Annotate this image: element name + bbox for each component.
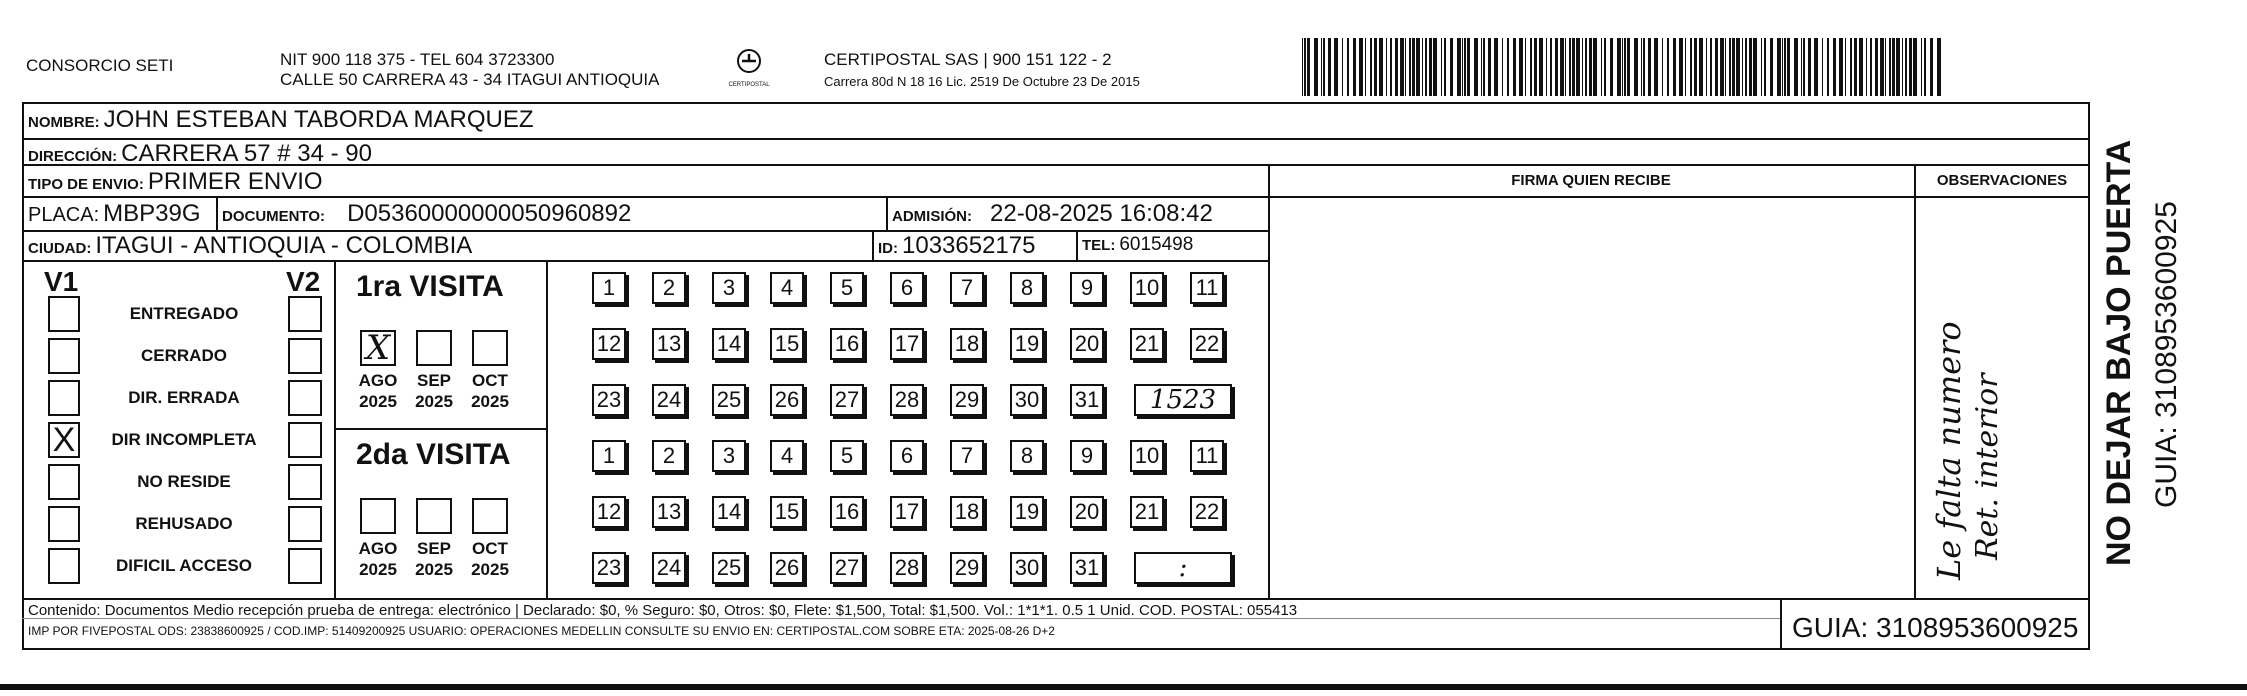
barcode-bar — [1534, 38, 1537, 96]
barcode-bar — [1622, 38, 1623, 96]
day-box[interactable]: 18 — [950, 496, 984, 528]
barcode-bar — [1749, 38, 1752, 96]
barcode-bar — [1794, 38, 1798, 96]
barcode-bar — [1539, 38, 1543, 96]
barcode-bar — [1720, 38, 1724, 96]
v2-checkbox[interactable] — [288, 506, 322, 542]
barcode-bar — [1342, 38, 1343, 96]
barcode-bar — [1732, 38, 1735, 96]
barcode-bar — [1488, 38, 1491, 96]
v1-checkbox[interactable] — [48, 380, 80, 416]
barcode-bar — [1569, 38, 1571, 96]
barcode-bar — [1909, 38, 1912, 96]
barcode-bar — [1560, 38, 1564, 96]
day-box[interactable]: 22 — [1190, 328, 1224, 360]
v2-checkbox[interactable] — [288, 296, 322, 332]
barcode-bar — [1441, 38, 1442, 96]
barcode-bar — [1725, 38, 1726, 96]
day-box[interactable]: 8 — [1010, 440, 1044, 472]
barcode-bar — [1803, 38, 1805, 96]
day-box[interactable]: 1 — [592, 272, 626, 304]
day-box[interactable]: 6 — [890, 272, 924, 304]
v1-checkbox[interactable] — [48, 464, 80, 500]
day-box[interactable]: 7 — [950, 272, 984, 304]
barcode-bar — [1839, 38, 1843, 96]
id-value: 1033652175 — [902, 232, 1036, 259]
barcode-bar — [1784, 38, 1786, 96]
barcode-bar — [1662, 38, 1663, 96]
barcode-bar — [1889, 38, 1891, 96]
day-box[interactable]: 20 — [1070, 496, 1104, 528]
barcode-bar — [1736, 38, 1740, 96]
observacion-line-2: Ret. interior — [1970, 373, 2005, 560]
barcode-bar — [1761, 38, 1762, 96]
ciudad-value: ITAGUI - ANTIOQUIA - COLOMBIA — [95, 232, 473, 259]
visit-title: 1ra VISITA — [356, 270, 504, 303]
day-box[interactable]: 9 — [1070, 272, 1104, 304]
barcode-bar — [1374, 38, 1377, 96]
barcode-bar — [1694, 38, 1697, 96]
footer-guia: GUIA: 3108953600925 — [1792, 612, 2079, 643]
barcode-bar — [1921, 38, 1922, 96]
nombre-field: NOMBRE: JOHN ESTEBAN TABORDA MARQUEZ — [28, 106, 534, 133]
barcode-bar — [1742, 38, 1743, 96]
barcode-bar — [1433, 38, 1437, 96]
barcode-bar — [1833, 38, 1836, 96]
barcode-bar — [1673, 38, 1676, 96]
barcode-bar — [1359, 38, 1363, 96]
barcode-bar — [1610, 38, 1613, 96]
placa-field: PLACA: MBP39G — [28, 200, 201, 227]
day-box[interactable]: 23 — [592, 384, 626, 416]
barcode-bar — [1302, 38, 1303, 96]
barcode-bar — [1425, 38, 1427, 96]
day-box[interactable]: 25 — [712, 384, 746, 416]
day-box[interactable]: 20 — [1070, 328, 1104, 360]
day-box[interactable]: 19 — [1010, 496, 1044, 528]
barcode-bar — [1706, 38, 1707, 96]
day-box[interactable]: 19 — [1010, 328, 1044, 360]
barcode-bar — [1429, 38, 1432, 96]
barcode-bar — [1582, 38, 1583, 96]
day-box[interactable]: 27 — [830, 552, 864, 584]
barcode-bar — [1854, 38, 1857, 96]
day-box[interactable]: 26 — [770, 552, 804, 584]
barcode — [1302, 38, 1942, 96]
barcode-bar — [1323, 38, 1325, 96]
barcode-bar — [1634, 38, 1638, 96]
month-checkbox[interactable]: X — [360, 330, 396, 366]
barcode-bar — [1870, 38, 1872, 96]
day-box[interactable]: 8 — [1010, 272, 1044, 304]
status-label: DIR. ERRADA — [128, 388, 240, 407]
barcode-bar — [1400, 38, 1404, 96]
direccion-value: CARRERA 57 # 34 - 90 — [121, 140, 372, 167]
barcode-bar — [1782, 38, 1783, 96]
barcode-bar — [1565, 38, 1566, 96]
day-box[interactable]: 21 — [1130, 496, 1164, 528]
svg-text:CERTIPOSTAL: CERTIPOSTAL — [728, 82, 770, 88]
barcode-bar — [1474, 38, 1478, 96]
v1-checkbox[interactable] — [48, 506, 80, 542]
barcode-bar — [1690, 38, 1692, 96]
day-box[interactable]: 23 — [592, 552, 626, 584]
barcode-bar — [1902, 38, 1903, 96]
day-box[interactable]: 24 — [652, 552, 686, 584]
barcode-bar — [1530, 38, 1532, 96]
barcode-bar — [1395, 38, 1398, 96]
barcode-bar — [1777, 38, 1781, 96]
observacion-line-1: Le falta numero — [1930, 321, 1968, 580]
certipostal-license: Carrera 80d N 18 16 Lic. 2519 De Octubre 23 De 2015 — [824, 74, 1140, 89]
barcode-bar — [1892, 38, 1895, 96]
status-label: NO RESIDE — [137, 472, 231, 491]
barcode-bar — [1314, 38, 1318, 96]
observaciones-header: OBSERVACIONES — [1936, 172, 2068, 189]
barcode-bar — [1444, 38, 1446, 96]
tipo-envio-field: TIPO DE ENVIO: PRIMER ENVIO — [28, 168, 323, 195]
barcode-bar — [1770, 38, 1773, 96]
day-box[interactable]: 24 — [652, 384, 686, 416]
day-box[interactable]: 28 — [890, 552, 924, 584]
admision-field: ADMISIÓN: 22-08-2025 16:08:42 — [892, 200, 1213, 227]
barcode-bar — [1745, 38, 1747, 96]
day-box[interactable]: 1 — [592, 440, 626, 472]
barcode-bar — [1365, 38, 1366, 96]
day-box[interactable]: 2 — [652, 440, 686, 472]
v2-checkbox[interactable] — [288, 380, 322, 416]
barcode-bar — [1370, 38, 1372, 96]
day-box[interactable]: 30 — [1010, 552, 1044, 584]
barcode-bar — [1328, 38, 1331, 96]
certipostal-line: CERTIPOSTAL SAS | 900 151 122 - 2 — [824, 50, 1112, 69]
day-box[interactable]: 16 — [830, 496, 864, 528]
address-line: CALLE 50 CARRERA 43 - 34 ITAGUI ANTIOQUIA — [280, 70, 660, 89]
barcode-bar — [1379, 38, 1383, 96]
barcode-bar — [1572, 38, 1575, 96]
v2-checkbox[interactable] — [288, 422, 322, 458]
day-box[interactable]: 12 — [592, 496, 626, 528]
day-box[interactable]: 11 — [1190, 440, 1224, 472]
day-box[interactable]: 31 — [1070, 552, 1104, 584]
barcode-bar — [1924, 38, 1926, 96]
barcode-bar — [1808, 38, 1811, 96]
barcode-bar — [1494, 38, 1498, 96]
day-box[interactable]: 12 — [592, 328, 626, 360]
month-label: OCT 2025 — [471, 371, 509, 411]
barcode-bar — [1885, 38, 1886, 96]
barcode-bar — [1550, 38, 1552, 96]
ciudad-field: CIUDAD: ITAGUI - ANTIOQUIA - COLOMBIA — [28, 232, 473, 259]
no-dejar-bajo-puerta: NO DEJAR BAJO PUERTA — [2100, 139, 2138, 566]
barcode-bar — [1930, 38, 1933, 96]
barcode-bar — [1859, 38, 1863, 96]
status-label: REHUSADO — [135, 514, 233, 533]
day-box[interactable]: 2 — [652, 272, 686, 304]
day-box[interactable]: 29 — [950, 384, 984, 416]
day-box[interactable]: 26 — [770, 384, 804, 416]
barcode-bar — [1753, 38, 1757, 96]
barcode-bar — [1679, 38, 1683, 96]
v1-checkbox[interactable] — [48, 548, 80, 584]
day-box[interactable]: 3 — [712, 272, 746, 304]
barcode-bar — [1412, 38, 1415, 96]
day-box[interactable]: 10 — [1130, 272, 1164, 304]
day-box[interactable]: 27 — [830, 384, 864, 416]
documento-value: D05360000000050960892 — [347, 200, 632, 227]
barcode-bar — [1519, 38, 1523, 96]
day-box[interactable]: 15 — [770, 328, 804, 360]
barcode-bar — [1617, 38, 1621, 96]
day-box[interactable]: 28 — [890, 384, 924, 416]
day-box[interactable]: 6 — [890, 440, 924, 472]
barcode-bar — [1462, 38, 1463, 96]
barcode-bar — [1601, 38, 1602, 96]
barcode-bar — [1593, 38, 1597, 96]
barcode-bar — [1880, 38, 1884, 96]
barcode-bar — [1648, 38, 1651, 96]
barcode-bar — [1555, 38, 1558, 96]
day-box[interactable]: 14 — [712, 496, 746, 528]
day-box[interactable]: 4 — [770, 440, 804, 472]
contenido-text: Contenido: Documentos Medio recepción prueba de entrega: electrónico | Declarado: $0, % Seguro: $0, Otros: $0, Flete: $1,500, Total: $1,500. Vol.: 1*1*1. 0.5 1 Unid. COD. POSTAL: 055413 — [28, 602, 1298, 619]
barcode-bar — [1643, 38, 1645, 96]
barcode-bar — [1866, 38, 1867, 96]
imp-text: IMP POR FIVEPOSTAL ODS: 23838600925 / COD.IMP: 51409200925 USUARIO: OPERACIONES MEDELLIN CONSULTE SU ENVIO EN: CERTIPOSTAL.COM SOBRE ETA: 2025-08-26 D+2 — [28, 624, 1055, 638]
month-label: OCT 2025 — [471, 539, 509, 579]
day-box[interactable]: 4 — [770, 272, 804, 304]
day-box[interactable]: 22 — [1190, 496, 1224, 528]
barcode-bar — [1321, 38, 1322, 96]
day-box[interactable]: 7 — [950, 440, 984, 472]
v2-checkbox[interactable] — [288, 338, 322, 374]
barcode-bar — [1546, 38, 1547, 96]
barcode-bar — [1481, 38, 1482, 96]
visit-title: 2da VISITA — [356, 438, 511, 471]
month-checkbox[interactable] — [472, 330, 508, 366]
day-box[interactable]: 3 — [712, 440, 746, 472]
documento-field: DOCUMENTO: D05360000000050960892 — [222, 200, 632, 227]
barcode-bar — [1685, 38, 1686, 96]
barcode-bar — [1715, 38, 1718, 96]
barcode-bar — [1390, 38, 1392, 96]
v1-checkbox[interactable] — [48, 338, 80, 374]
barcode-bar — [1457, 38, 1461, 96]
barcode-bar — [1875, 38, 1878, 96]
barcode-bar — [1845, 38, 1846, 96]
barcode-bar — [1422, 38, 1423, 96]
tipo-envio-value: PRIMER ENVIO — [147, 168, 323, 195]
v1-checkbox[interactable] — [48, 296, 80, 332]
barcode-bar — [1416, 38, 1420, 96]
status-label: DIFICIL ACCESO — [115, 556, 252, 575]
day-box[interactable]: 25 — [712, 552, 746, 584]
nit-line: NIT 900 118 375 - TEL 604 3723300 — [280, 50, 555, 69]
day-box[interactable]: 13 — [652, 496, 686, 528]
day-box[interactable]: 16 — [830, 328, 864, 360]
barcode-bar — [1483, 38, 1485, 96]
day-box[interactable]: 15 — [770, 496, 804, 528]
id-field: ID: 1033652175 — [878, 232, 1036, 259]
barcode-bar — [1450, 38, 1453, 96]
barcode-bar — [1467, 38, 1470, 96]
barcode-bar — [1710, 38, 1712, 96]
v1-checkbox[interactable]: X — [48, 422, 80, 458]
status-label: CERRADO — [141, 346, 227, 365]
barcode-bar — [1627, 38, 1630, 96]
barcode-bar — [1589, 38, 1592, 96]
month-label: SEP 2025 — [415, 539, 453, 579]
barcode-bar — [1604, 38, 1606, 96]
barcode-bar — [1822, 38, 1823, 96]
day-box[interactable]: 10 — [1130, 440, 1164, 472]
month-checkbox[interactable] — [472, 498, 508, 534]
barcode-bar — [1667, 38, 1669, 96]
barcode-bar — [1353, 38, 1356, 96]
day-box[interactable]: 17 — [890, 328, 924, 360]
status-label: ENTREGADO — [129, 304, 239, 323]
day-box[interactable]: 5 — [830, 272, 864, 304]
month-label: AGO 2025 — [358, 539, 398, 579]
month-label: AGO 2025 — [358, 371, 398, 411]
month-checkbox[interactable] — [416, 498, 452, 534]
barcode-bar — [1405, 38, 1406, 96]
time-box[interactable]: : — [1134, 552, 1232, 584]
day-box[interactable]: 17 — [890, 496, 924, 528]
day-box[interactable]: 18 — [950, 328, 984, 360]
barcode-bar — [1334, 38, 1338, 96]
admision-value: 22-08-2025 16:08:42 — [990, 200, 1213, 227]
month-checkbox[interactable] — [360, 498, 396, 534]
barcode-bar — [1827, 38, 1829, 96]
barcode-bar — [1913, 38, 1917, 96]
barcode-bar — [1507, 38, 1509, 96]
placa-value: MBP39G — [103, 200, 201, 227]
barcode-bar — [1513, 38, 1516, 96]
firma-header: FIRMA QUIEN RECIBE — [1511, 172, 1671, 189]
day-box[interactable]: 9 — [1070, 440, 1104, 472]
barcode-bar — [1896, 38, 1900, 96]
barcode-bar — [1585, 38, 1587, 96]
barcode-bar — [1729, 38, 1731, 96]
day-box[interactable]: 13 — [652, 328, 686, 360]
v1-label: V1 — [44, 266, 79, 297]
barcode-bar — [1814, 38, 1818, 96]
certipostal-logo — [724, 46, 774, 94]
barcode-bar — [1347, 38, 1349, 96]
barcode-bar — [1304, 38, 1306, 96]
barcode-bar — [1787, 38, 1790, 96]
v2-label: V2 — [286, 266, 321, 297]
v2-checkbox[interactable] — [288, 464, 322, 500]
barcode-bar — [1937, 38, 1941, 96]
barcode-bar — [1576, 38, 1580, 96]
day-box[interactable]: 5 — [830, 440, 864, 472]
month-label: SEP 2025 — [415, 371, 453, 411]
barcode-bar — [1764, 38, 1766, 96]
status-label: DIR INCOMPLETA — [111, 430, 257, 449]
company-name: CONSORCIO SETI — [26, 56, 174, 75]
day-box[interactable]: 29 — [950, 552, 984, 584]
v2-checkbox[interactable] — [288, 548, 322, 584]
barcode-bar — [1409, 38, 1411, 96]
tel-value: 6015498 — [1119, 234, 1194, 255]
barcode-bar — [1386, 38, 1387, 96]
tel-field: TEL: 6015498 — [1082, 234, 1194, 255]
day-box[interactable]: 21 — [1130, 328, 1164, 360]
barcode-bar — [1464, 38, 1466, 96]
day-box[interactable]: 30 — [1010, 384, 1044, 416]
nombre-value: JOHN ESTEBAN TABORDA MARQUEZ — [103, 106, 534, 133]
barcode-bar — [1801, 38, 1802, 96]
barcode-bar — [1307, 38, 1310, 96]
barcode-bar — [1525, 38, 1526, 96]
barcode-bar — [1654, 38, 1658, 96]
time-box[interactable]: 1523 — [1134, 384, 1232, 416]
day-box[interactable]: 31 — [1070, 384, 1104, 416]
month-checkbox[interactable] — [416, 330, 452, 366]
side-guia: GUIA: 3108953600925 — [2150, 201, 2183, 508]
direccion-field: DIRECCIÓN: CARRERA 57 # 34 - 90 — [28, 140, 372, 167]
barcode-bar — [1502, 38, 1503, 96]
barcode-bar — [1641, 38, 1642, 96]
barcode-bar — [1699, 38, 1703, 96]
barcode-bar — [1905, 38, 1907, 96]
day-box[interactable]: 11 — [1190, 272, 1224, 304]
barcode-bar — [1624, 38, 1626, 96]
day-box[interactable]: 14 — [712, 328, 746, 360]
barcode-bar — [1850, 38, 1852, 96]
